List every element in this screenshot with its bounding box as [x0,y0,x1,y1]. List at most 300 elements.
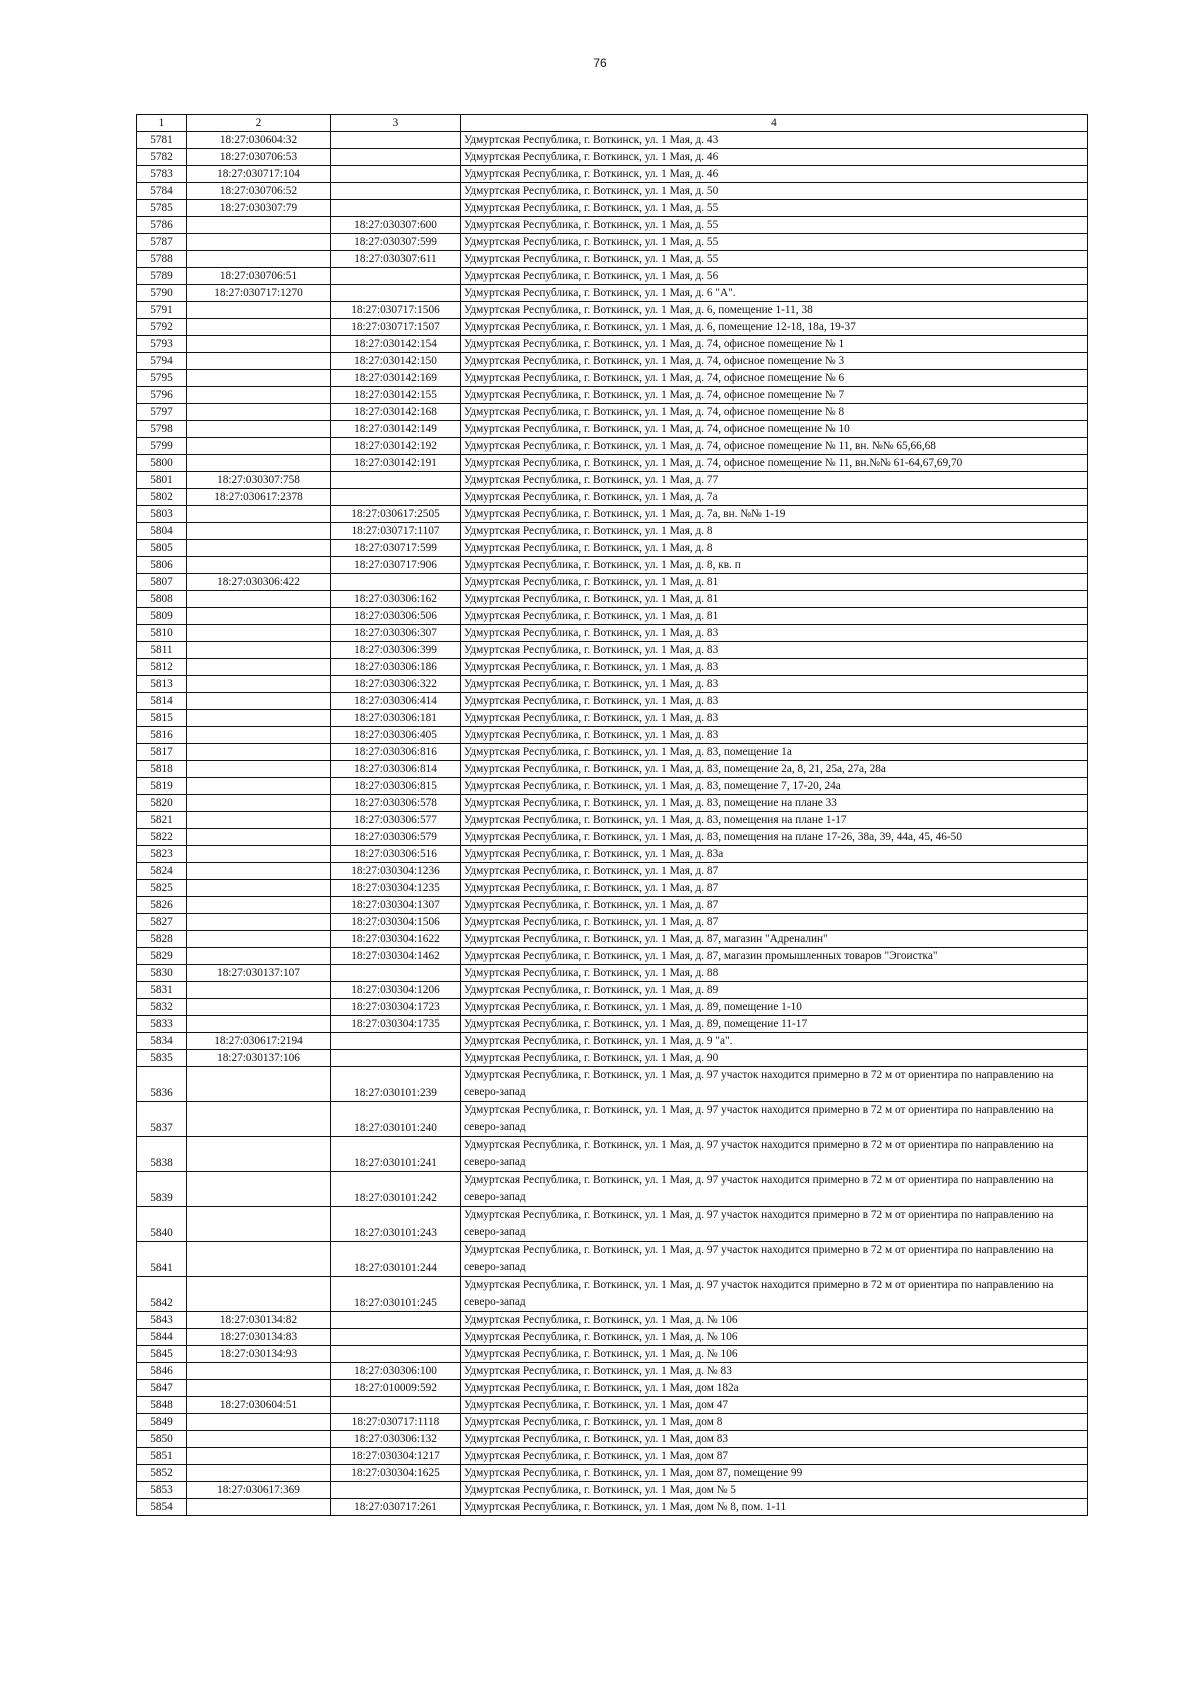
row-number-cell: 5843 [137,1312,187,1329]
table-row [137,880,1088,897]
cadastral-number-building-cell: 18:27:030142:168 [331,404,461,421]
address-cell: Удмуртская Республика, г. Воткинск, ул. 1 Мая, д. 81 [461,591,1088,608]
row-number-cell: 5799 [137,438,187,455]
row-number-cell: 5800 [137,455,187,472]
cadastral-number-building-cell: 18:27:030717:1507 [331,319,461,336]
cadastral-number-building-cell: 18:27:030304:1506 [331,914,461,931]
address-cell: Удмуртская Республика, г. Воткинск, ул. 1 Мая, д. № 106 [461,1312,1088,1329]
cadastral-number-land-cell [187,1067,331,1102]
address-cell: Удмуртская Республика, г. Воткинск, ул. 1 Мая, д. 83 [461,625,1088,642]
cadastral-number-building-cell [331,200,461,217]
cadastral-number-land-cell [187,251,331,268]
cadastral-number-land-cell [187,523,331,540]
cadastral-number-land-cell [187,302,331,319]
cadastral-number-building-cell: 18:27:030717:1118 [331,1414,461,1431]
table-row [137,149,1088,166]
cadastral-number-building-cell: 18:27:030717:261 [331,1499,461,1516]
cadastral-number-building-cell: 18:27:030307:600 [331,217,461,234]
row-number-cell: 5793 [137,336,187,353]
header-col-2: 2 [187,115,331,132]
address-cell: Удмуртская Республика, г. Воткинск, ул. 1 Мая, д. 89 [461,982,1088,999]
address-cell: Удмуртская Республика, г. Воткинск, ул. 1 Мая, д. 81 [461,608,1088,625]
address-cell: Удмуртская Республика, г. Воткинск, ул. 1 Мая, д. 55 [461,217,1088,234]
table-row [137,982,1088,999]
row-number-cell: 5831 [137,982,187,999]
cadastral-number-building-cell: 18:27:030306:186 [331,659,461,676]
row-number-cell: 5803 [137,506,187,523]
cadastral-number-building-cell: 18:27:010009:592 [331,1380,461,1397]
cadastral-number-building-cell [331,1346,461,1363]
cadastral-number-building-cell: 18:27:030306:579 [331,829,461,846]
address-cell: Удмуртская Республика, г. Воткинск, ул. 1 Мая, д. 97 участок находится примерно в 72 м от ориентира по направлению на северо-запад [461,1277,1088,1312]
cadastral-number-land-cell: 18:27:030717:104 [187,166,331,183]
address-cell: Удмуртская Республика, г. Воткинск, ул. 1 Мая, д. № 83 [461,1363,1088,1380]
cadastral-number-building-cell: 18:27:030304:1236 [331,863,461,880]
cadastral-number-land-cell [187,744,331,761]
cadastral-number-building-cell: 18:27:030142:155 [331,387,461,404]
cadastral-number-land-cell [187,642,331,659]
address-cell: Удмуртская Республика, г. Воткинск, ул. 1 Мая, д. 55 [461,251,1088,268]
row-number-cell: 5782 [137,149,187,166]
cadastral-number-building-cell: 18:27:030142:192 [331,438,461,455]
address-cell: Удмуртская Республика, г. Воткинск, ул. 1 Мая, дом 182а [461,1380,1088,1397]
table-row [137,625,1088,642]
cadastral-number-land-cell [187,234,331,251]
cadastral-number-building-cell [331,1050,461,1067]
address-cell: Удмуртская Республика, г. Воткинск, ул. 1 Мая, д. 56 [461,268,1088,285]
table-row [137,1207,1088,1242]
cadastral-number-land-cell [187,829,331,846]
cadastral-number-building-cell: 18:27:030101:241 [331,1137,461,1172]
table-row [137,778,1088,795]
cadastral-number-land-cell [187,1431,331,1448]
cadastral-number-land-cell: 18:27:030706:53 [187,149,331,166]
row-number-cell: 5849 [137,1414,187,1431]
row-number-cell: 5807 [137,574,187,591]
address-cell: Удмуртская Республика, г. Воткинск, ул. 1 Мая, д. 83, помещение 2а, 8, 21, 25а, 27а, 28а [461,761,1088,778]
address-cell: Удмуртская Республика, г. Воткинск, ул. 1 Мая, дом 47 [461,1397,1088,1414]
row-number-cell: 5785 [137,200,187,217]
table-row [137,234,1088,251]
cadastral-number-building-cell: 18:27:030717:599 [331,540,461,557]
address-cell: Удмуртская Республика, г. Воткинск, ул. 1 Мая, д. 90 [461,1050,1088,1067]
address-cell: Удмуртская Республика, г. Воткинск, ул. 1 Мая, д. 74, офисное помещение № 1 [461,336,1088,353]
cadastral-number-building-cell: 18:27:030304:1217 [331,1448,461,1465]
row-number-cell: 5805 [137,540,187,557]
cadastral-number-building-cell [331,183,461,200]
table-row [137,166,1088,183]
table-row [137,1016,1088,1033]
table-row [137,200,1088,217]
cadastral-number-land-cell [187,625,331,642]
table-row [137,965,1088,982]
table-row [137,557,1088,574]
row-number-cell: 5838 [137,1137,187,1172]
cadastral-number-building-cell: 18:27:030101:243 [331,1207,461,1242]
table-row [137,251,1088,268]
table-row [137,1242,1088,1277]
cadastral-number-building-cell [331,1482,461,1499]
row-number-cell: 5840 [137,1207,187,1242]
table-row [137,1277,1088,1312]
row-number-cell: 5847 [137,1380,187,1397]
address-cell: Удмуртская Республика, г. Воткинск, ул. 1 Мая, д. 8, кв. п [461,557,1088,574]
table-header-row [137,115,1088,132]
address-cell: Удмуртская Республика, г. Воткинск, ул. 1 Мая, д. 74, офисное помещение № 10 [461,421,1088,438]
row-number-cell: 5851 [137,1448,187,1465]
table-row [137,217,1088,234]
table-row [137,1380,1088,1397]
address-cell: Удмуртская Республика, г. Воткинск, ул. 1 Мая, д. 83, помещение 7, 17-20, 24а [461,778,1088,795]
table-row [137,1414,1088,1431]
row-number-cell: 5850 [137,1431,187,1448]
row-number-cell: 5796 [137,387,187,404]
cadastral-number-land-cell: 18:27:030617:369 [187,1482,331,1499]
row-number-cell: 5814 [137,693,187,710]
cadastral-number-building-cell: 18:27:030101:239 [331,1067,461,1102]
table-row [137,1363,1088,1380]
cadastral-number-land-cell: 18:27:030604:51 [187,1397,331,1414]
cadastral-number-land-cell [187,1499,331,1516]
table-row [137,1448,1088,1465]
cadastral-number-building-cell: 18:27:030306:506 [331,608,461,625]
cadastral-number-land-cell [187,370,331,387]
cadastral-number-land-cell [187,1363,331,1380]
address-cell: Удмуртская Республика, г. Воткинск, ул. 1 Мая, д. 74, офисное помещение № 8 [461,404,1088,421]
table-row [137,421,1088,438]
address-cell: Удмуртская Республика, г. Воткинск, ул. 1 Мая, д. 74, офисное помещение № 3 [461,353,1088,370]
row-number-cell: 5826 [137,897,187,914]
cadastral-number-land-cell [187,659,331,676]
cadastral-number-building-cell: 18:27:030717:1107 [331,523,461,540]
cadastral-number-land-cell [187,846,331,863]
row-number-cell: 5790 [137,285,187,302]
address-cell: Удмуртская Республика, г. Воткинск, ул. 1 Мая, д. 97 участок находится примерно в 72 м от ориентира по направлению на северо-запад [461,1067,1088,1102]
address-cell: Удмуртская Республика, г. Воткинск, ул. 1 Мая, д. 7а, вн. №№ 1-19 [461,506,1088,523]
row-number-cell: 5815 [137,710,187,727]
address-cell: Удмуртская Республика, г. Воткинск, ул. 1 Мая, д. 43 [461,132,1088,149]
header-col-4: 4 [461,115,1088,132]
address-cell: Удмуртская Республика, г. Воткинск, ул. 1 Мая, д. № 106 [461,1329,1088,1346]
cadastral-number-land-cell [187,591,331,608]
page-number: 76 [593,56,607,70]
table-row [137,1346,1088,1363]
cadastral-number-building-cell [331,285,461,302]
table-row [137,897,1088,914]
table-body [137,132,1088,1516]
table-row [137,1033,1088,1050]
row-number-cell: 5844 [137,1329,187,1346]
header-col-3: 3 [331,115,461,132]
address-cell: Удмуртская Республика, г. Воткинск, ул. 1 Мая, д. № 106 [461,1346,1088,1363]
row-number-cell: 5821 [137,812,187,829]
cadastral-number-land-cell [187,795,331,812]
row-number-cell: 5804 [137,523,187,540]
address-cell: Удмуртская Республика, г. Воткинск, ул. 1 Мая, д. 87 [461,863,1088,880]
cadastral-number-building-cell: 18:27:030306:162 [331,591,461,608]
table-row [137,1499,1088,1516]
cadastral-number-building-cell: 18:27:030306:399 [331,642,461,659]
cadastral-number-land-cell [187,880,331,897]
row-number-cell: 5810 [137,625,187,642]
cadastral-number-land-cell: 18:27:030706:51 [187,268,331,285]
cadastral-number-land-cell: 18:27:030134:83 [187,1329,331,1346]
row-number-cell: 5829 [137,948,187,965]
table-row [137,540,1088,557]
cadastral-number-land-cell [187,761,331,778]
cadastral-number-building-cell: 18:27:030304:1235 [331,880,461,897]
address-cell: Удмуртская Республика, г. Воткинск, ул. 1 Мая, д. 97 участок находится примерно в 72 м от ориентира по направлению на северо-запад [461,1207,1088,1242]
row-number-cell: 5783 [137,166,187,183]
row-number-cell: 5853 [137,1482,187,1499]
table-row [137,727,1088,744]
table-row [137,608,1088,625]
table-row [137,1137,1088,1172]
address-cell: Удмуртская Республика, г. Воткинск, ул. 1 Мая, д. 7а [461,489,1088,506]
address-cell: Удмуртская Республика, г. Воткинск, ул. 1 Мая, дом 83 [461,1431,1088,1448]
address-cell: Удмуртская Республика, г. Воткинск, ул. 1 Мая, д. 83а [461,846,1088,863]
row-number-cell: 5835 [137,1050,187,1067]
address-cell: Удмуртская Республика, г. Воткинск, ул. 1 Мая, дом 8 [461,1414,1088,1431]
cadastral-number-land-cell [187,1242,331,1277]
address-cell: Удмуртская Республика, г. Воткинск, ул. 1 Мая, д. 9 "а". [461,1033,1088,1050]
row-number-cell: 5827 [137,914,187,931]
cadastral-number-building-cell: 18:27:030306:100 [331,1363,461,1380]
cadastral-number-building-cell: 18:27:030304:1625 [331,1465,461,1482]
row-number-cell: 5837 [137,1102,187,1137]
row-number-cell: 5825 [137,880,187,897]
address-cell: Удмуртская Республика, г. Воткинск, ул. 1 Мая, д. 87 [461,914,1088,931]
cadastral-number-land-cell [187,608,331,625]
address-cell: Удмуртская Республика, г. Воткинск, ул. 1 Мая, д. 55 [461,234,1088,251]
cadastral-number-land-cell [187,336,331,353]
cadastral-number-building-cell: 18:27:030307:611 [331,251,461,268]
row-number-cell: 5801 [137,472,187,489]
table-row [137,1172,1088,1207]
row-number-cell: 5824 [137,863,187,880]
table-row [137,404,1088,421]
address-cell: Удмуртская Республика, г. Воткинск, ул. 1 Мая, д. 6, помещение 1-11, 38 [461,302,1088,319]
table-row [137,591,1088,608]
address-cell: Удмуртская Республика, г. Воткинск, ул. 1 Мая, д. 46 [461,149,1088,166]
cadastral-number-building-cell [331,1329,461,1346]
table-row [137,829,1088,846]
cadastral-number-building-cell: 18:27:030306:815 [331,778,461,795]
row-number-cell: 5788 [137,251,187,268]
table-row [137,506,1088,523]
row-number-cell: 5845 [137,1346,187,1363]
cadastral-number-building-cell [331,166,461,183]
cadastral-number-land-cell [187,710,331,727]
address-cell: Удмуртская Республика, г. Воткинск, ул. 1 Мая, д. 83 [461,710,1088,727]
address-cell: Удмуртская Республика, г. Воткинск, ул. 1 Мая, д. 97 участок находится примерно в 72 м от ориентира по направлению на северо-запад [461,1242,1088,1277]
cadastral-number-land-cell [187,404,331,421]
row-number-cell: 5819 [137,778,187,795]
row-number-cell: 5802 [137,489,187,506]
table-row [137,693,1088,710]
address-cell: Удмуртская Республика, г. Воткинск, ул. 1 Мая, д. 88 [461,965,1088,982]
cadastral-number-land-cell [187,1207,331,1242]
address-cell: Удмуртская Республика, г. Воткинск, ул. 1 Мая, д. 74, офисное помещение № 7 [461,387,1088,404]
row-number-cell: 5812 [137,659,187,676]
cadastral-number-building-cell: 18:27:030306:816 [331,744,461,761]
row-number-cell: 5852 [137,1465,187,1482]
cadastral-number-land-cell [187,1137,331,1172]
cadastral-number-land-cell: 18:27:030307:758 [187,472,331,489]
table-row [137,438,1088,455]
table-row [137,812,1088,829]
table-row [137,1397,1088,1414]
cadastral-number-building-cell [331,1312,461,1329]
row-number-cell: 5846 [137,1363,187,1380]
address-cell: Удмуртская Республика, г. Воткинск, ул. 1 Мая, д. 89, помещение 1-10 [461,999,1088,1016]
row-number-cell: 5842 [137,1277,187,1312]
address-cell: Удмуртская Республика, г. Воткинск, ул. 1 Мая, д. 8 [461,540,1088,557]
row-number-cell: 5813 [137,676,187,693]
address-cell: Удмуртская Республика, г. Воткинск, ул. 1 Мая, д. 55 [461,200,1088,217]
cadastral-number-land-cell: 18:27:030137:107 [187,965,331,982]
cadastral-number-building-cell: 18:27:030306:577 [331,812,461,829]
cadastral-number-land-cell [187,421,331,438]
table-row [137,1431,1088,1448]
cadastral-number-building-cell: 18:27:030717:1506 [331,302,461,319]
cadastral-number-building-cell: 18:27:030304:1462 [331,948,461,965]
table-row [137,387,1088,404]
cadastral-number-land-cell [187,438,331,455]
row-number-cell: 5797 [137,404,187,421]
cadastral-number-building-cell: 18:27:030306:516 [331,846,461,863]
cadastral-number-building-cell [331,132,461,149]
cadastral-number-land-cell [187,1448,331,1465]
address-cell: Удмуртская Республика, г. Воткинск, ул. 1 Мая, д. 81 [461,574,1088,591]
cadastral-number-building-cell: 18:27:030306:132 [331,1431,461,1448]
address-cell: Удмуртская Республика, г. Воткинск, ул. 1 Мая, д. 74, офисное помещение № 11, вн. №№ 65,66,68 [461,438,1088,455]
cadastral-number-land-cell [187,1465,331,1482]
row-number-cell: 5795 [137,370,187,387]
cadastral-number-land-cell: 18:27:030134:82 [187,1312,331,1329]
table-row [137,948,1088,965]
table-row [137,285,1088,302]
address-cell: Удмуртская Республика, г. Воткинск, ул. 1 Мая, д. 87 [461,897,1088,914]
cadastral-number-building-cell [331,472,461,489]
cadastral-number-land-cell [187,455,331,472]
table-row [137,336,1088,353]
table-row [137,659,1088,676]
table-row [137,1050,1088,1067]
cadastral-number-land-cell [187,914,331,931]
cadastral-number-land-cell [187,863,331,880]
table-row [137,999,1088,1016]
cadastral-number-building-cell: 18:27:030304:1622 [331,931,461,948]
cadastral-number-land-cell: 18:27:030706:52 [187,183,331,200]
address-cell: Удмуртская Республика, г. Воткинск, ул. 1 Мая, д. 97 участок находится примерно в 72 м от ориентира по направлению на северо-запад [461,1102,1088,1137]
cadastral-number-building-cell: 18:27:030617:2505 [331,506,461,523]
cadastral-number-land-cell [187,812,331,829]
cadastral-number-land-cell [187,319,331,336]
cadastral-number-land-cell [187,676,331,693]
cadastral-number-land-cell [187,387,331,404]
cadastral-number-land-cell [187,540,331,557]
cadastral-number-land-cell: 18:27:030717:1270 [187,285,331,302]
cadastral-number-land-cell [187,931,331,948]
address-cell: Удмуртская Республика, г. Воткинск, ул. 1 Мая, д. 83 [461,642,1088,659]
cadastral-number-building-cell [331,574,461,591]
row-number-cell: 5818 [137,761,187,778]
cadastral-number-building-cell: 18:27:030307:599 [331,234,461,251]
table-row [137,132,1088,149]
address-cell: Удмуртская Республика, г. Воткинск, ул. 1 Мая, дом № 5 [461,1482,1088,1499]
row-number-cell: 5784 [137,183,187,200]
cadastral-number-building-cell: 18:27:030306:307 [331,625,461,642]
row-number-cell: 5808 [137,591,187,608]
address-cell: Удмуртская Республика, г. Воткинск, ул. 1 Мая, д. 6, помещение 12-18, 18а, 19-37 [461,319,1088,336]
row-number-cell: 5839 [137,1172,187,1207]
table-row [137,472,1088,489]
table-row [137,761,1088,778]
cadastral-number-land-cell [187,727,331,744]
address-cell: Удмуртская Республика, г. Воткинск, ул. 1 Мая, д. 83 [461,727,1088,744]
row-number-cell: 5786 [137,217,187,234]
cadastral-number-building-cell: 18:27:030304:1206 [331,982,461,999]
cadastral-number-land-cell [187,999,331,1016]
address-cell: Удмуртская Республика, г. Воткинск, ул. 1 Мая, д. 83, помещения на плане 1-17 [461,812,1088,829]
address-cell: Удмуртская Республика, г. Воткинск, ул. 1 Мая, д. 87, магазин "Адреналин" [461,931,1088,948]
cadastral-number-land-cell: 18:27:030134:93 [187,1346,331,1363]
table-row [137,1482,1088,1499]
address-cell: Удмуртская Республика, г. Воткинск, ул. 1 Мая, д. 87, магазин промышленных товаров "Эгоистка" [461,948,1088,965]
row-number-cell: 5794 [137,353,187,370]
table-row [137,795,1088,812]
address-cell: Удмуртская Республика, г. Воткинск, ул. 1 Мая, д. 77 [461,472,1088,489]
cadastral-number-land-cell: 18:27:030617:2378 [187,489,331,506]
row-number-cell: 5816 [137,727,187,744]
address-cell: Удмуртская Республика, г. Воткинск, ул. 1 Мая, д. 89, помещение 11-17 [461,1016,1088,1033]
row-number-cell: 5809 [137,608,187,625]
address-cell: Удмуртская Республика, г. Воткинск, ул. 1 Мая, д. 83 [461,693,1088,710]
row-number-cell: 5833 [137,1016,187,1033]
cadastral-number-land-cell: 18:27:030617:2194 [187,1033,331,1050]
address-cell: Удмуртская Республика, г. Воткинск, ул. 1 Мая, дом 87, помещение 99 [461,1465,1088,1482]
address-cell: Удмуртская Республика, г. Воткинск, ул. 1 Мая, д. 6 "А". [461,285,1088,302]
row-number-cell: 5822 [137,829,187,846]
cadastral-number-building-cell [331,489,461,506]
row-number-cell: 5817 [137,744,187,761]
row-number-cell: 5811 [137,642,187,659]
table-row [137,183,1088,200]
row-number-cell: 5832 [137,999,187,1016]
cadastral-number-building-cell: 18:27:030142:169 [331,370,461,387]
address-cell: Удмуртская Республика, г. Воткинск, ул. 1 Мая, д. 46 [461,166,1088,183]
cadastral-number-land-cell: 18:27:030604:32 [187,132,331,149]
cadastral-number-land-cell [187,353,331,370]
table-row [137,1465,1088,1482]
row-number-cell: 5836 [137,1067,187,1102]
table-row [137,931,1088,948]
cadastral-number-land-cell [187,948,331,965]
table-row [137,744,1088,761]
address-cell: Удмуртская Республика, г. Воткинск, ул. 1 Мая, д. 87 [461,880,1088,897]
row-number-cell: 5792 [137,319,187,336]
cadastral-number-building-cell: 18:27:030306:405 [331,727,461,744]
table-row [137,846,1088,863]
cadastral-number-building-cell: 18:27:030142:154 [331,336,461,353]
table-row [137,302,1088,319]
cadastral-number-building-cell [331,1397,461,1414]
row-number-cell: 5823 [137,846,187,863]
header-col-1: 1 [137,115,187,132]
cadastral-number-land-cell [187,693,331,710]
table-row [137,710,1088,727]
